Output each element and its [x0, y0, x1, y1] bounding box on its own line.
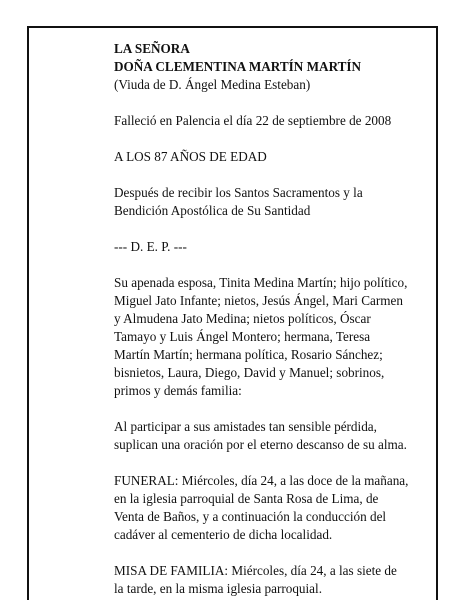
family-line: Su apenada esposa, Tinita Medina Martín; hijo político, — [114, 275, 408, 290]
family-line: bisnietos, Laura, Diego, David y Manuel; sobrinos, — [114, 365, 385, 380]
funeral-line: FUNERAL: Miércoles, día 24, a las doce de la mañana, — [114, 473, 409, 488]
family-line: Martín Martín; hermana política, Rosario Sánchez; — [114, 347, 383, 362]
death-line: Falleció en Palencia el día 22 de septiembre de 2008 — [114, 113, 392, 128]
widow-line: (Viuda de D. Ángel Medina Esteban) — [114, 77, 311, 92]
funeral-paragraph — [114, 472, 426, 544]
family-line: primos y demás familia: — [114, 383, 242, 398]
deceased-header — [114, 40, 426, 94]
rip-line: --- D. E. P. --- — [114, 239, 187, 254]
family-line: Tamayo y Luis Ángel Montero; hermana, Teresa — [114, 329, 371, 344]
funeral-line: en la iglesia parroquial de Santa Rosa de Lima, de — [114, 491, 379, 506]
funeral-line: cadáver al cementerio de dicha localidad. — [114, 527, 333, 542]
funeral-line: Venta de Baños, y a continuación la conducción del — [114, 509, 387, 524]
age-line: A LOS 87 AÑOS DE EDAD — [114, 149, 267, 164]
family-mass-paragraph — [114, 562, 426, 598]
obituary-notice — [114, 40, 426, 598]
family-mass-line: MISA DE FAMILIA: Miércoles, día 24, a las siete de — [114, 563, 397, 578]
request-line: Al participar a sus amistades tan sensible pérdida, — [114, 419, 377, 434]
sacraments-line: Bendición Apostólica de Su Santidad — [114, 203, 311, 218]
title-label: LA SEÑORA — [114, 41, 190, 56]
sacraments-line: Después de recibir los Santos Sacramentos y la — [114, 185, 363, 200]
family-mass-line: la tarde, en la misma iglesia parroquial. — [114, 581, 322, 596]
sacraments-paragraph — [114, 184, 426, 220]
family-line: Miguel Jato Infante; nietos, Jesús Ángel, Mari Carmen — [114, 293, 403, 308]
deceased-name: DOÑA CLEMENTINA MARTÍN MARTÍN — [114, 59, 362, 74]
request-paragraph — [114, 418, 426, 454]
request-line: suplican una oración por el eterno descanso de su alma. — [114, 437, 407, 452]
family-line: y Almudena Jato Medina; nietos políticos, Óscar — [114, 311, 371, 326]
family-paragraph — [114, 274, 426, 400]
